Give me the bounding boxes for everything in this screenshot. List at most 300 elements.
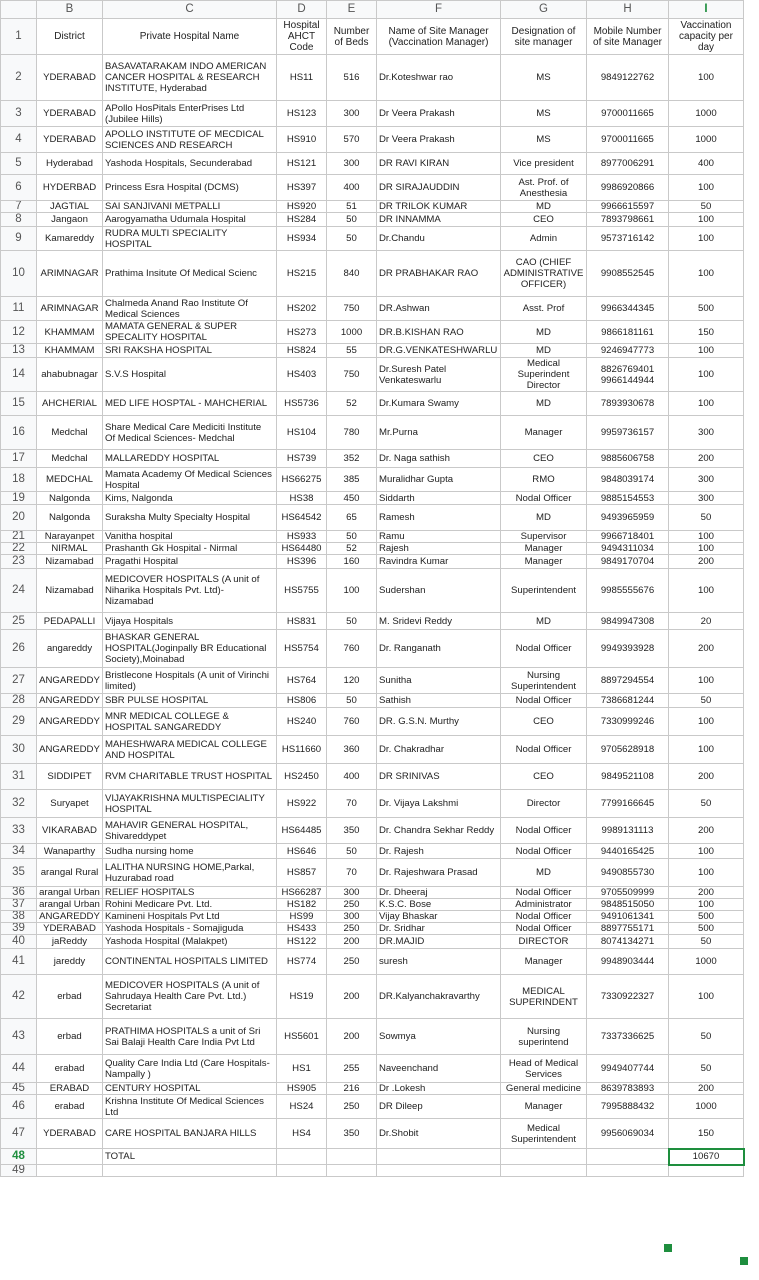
site-manager-cell[interactable]: DR PRABHAKAR RAO	[377, 251, 501, 297]
ahct-code-cell[interactable]: HS284	[277, 213, 327, 227]
district-cell[interactable]: ARIMNAGAR	[37, 251, 103, 297]
capacity-cell[interactable]: 200	[669, 887, 744, 899]
row-number[interactable]: 44	[1, 1055, 37, 1083]
district-cell[interactable]: Wanaparthy	[37, 844, 103, 859]
column-header-d[interactable]: D	[277, 1, 327, 19]
site-manager-cell[interactable]: Sunitha	[377, 668, 501, 694]
total-capacity-cell[interactable]: 10670	[669, 1149, 744, 1165]
site-manager-cell[interactable]: Naveenchand	[377, 1055, 501, 1083]
designation-cell[interactable]: Nodal Officer	[501, 923, 587, 935]
capacity-cell[interactable]: 200	[669, 818, 744, 844]
beds-cell[interactable]: 100	[327, 569, 377, 613]
beds-cell[interactable]: 70	[327, 859, 377, 887]
ahct-code-cell[interactable]: HS433	[277, 923, 327, 935]
capacity-cell[interactable]: 150	[669, 321, 744, 344]
capacity-cell[interactable]: 400	[669, 153, 744, 175]
beds-header[interactable]: Number of Beds	[327, 19, 377, 55]
capacity-cell[interactable]: 100	[669, 55, 744, 101]
district-header[interactable]: District	[37, 19, 103, 55]
ahct-code-cell[interactable]: HS806	[277, 694, 327, 708]
beds-cell[interactable]: 360	[327, 736, 377, 764]
beds-cell[interactable]: 450	[327, 492, 377, 505]
designation-cell[interactable]: Nodal Officer	[501, 630, 587, 668]
ahct-code-cell[interactable]: HS646	[277, 844, 327, 859]
site-manager-cell[interactable]: DR RAVI KIRAN	[377, 153, 501, 175]
column-header-c[interactable]: C	[103, 1, 277, 19]
column-header-f[interactable]: F	[377, 1, 501, 19]
empty-cell[interactable]	[669, 1165, 744, 1177]
site-manager-cell[interactable]: DR.Kalyanchakravarthy	[377, 975, 501, 1019]
row-number[interactable]: 18	[1, 468, 37, 492]
beds-cell[interactable]: 160	[327, 555, 377, 569]
row-number[interactable]: 27	[1, 668, 37, 694]
row-number[interactable]: 26	[1, 630, 37, 668]
hospital-name-cell[interactable]: BHASKAR GENERAL HOSPITAL(Joginpally BR Educational Society),Moinabad	[103, 630, 277, 668]
row-number[interactable]: 24	[1, 569, 37, 613]
district-cell[interactable]: arangal Urban	[37, 887, 103, 899]
capacity-cell[interactable]: 100	[669, 569, 744, 613]
row-number[interactable]: 36	[1, 887, 37, 899]
mobile-cell[interactable]: 7330922327	[587, 975, 669, 1019]
mobile-cell[interactable]: 9956069034	[587, 1119, 669, 1149]
beds-cell[interactable]: 1000	[327, 321, 377, 344]
beds-cell[interactable]: 50	[327, 227, 377, 251]
site-manager-cell[interactable]: Dr.Kumara Swamy	[377, 392, 501, 416]
designation-cell[interactable]: Supervisor	[501, 531, 587, 543]
district-cell[interactable]: ERABAD	[37, 1083, 103, 1095]
capacity-cell[interactable]: 200	[669, 555, 744, 569]
beds-cell[interactable]: 760	[327, 708, 377, 736]
column-header-g[interactable]: G	[501, 1, 587, 19]
capacity-cell[interactable]: 300	[669, 468, 744, 492]
row-number[interactable]: 20	[1, 505, 37, 531]
mobile-cell[interactable]: 9573716142	[587, 227, 669, 251]
ahct-code-cell[interactable]: HS5601	[277, 1019, 327, 1055]
beds-cell[interactable]: 400	[327, 764, 377, 790]
beds-cell[interactable]: 516	[327, 55, 377, 101]
district-cell[interactable]: jareddy	[37, 949, 103, 975]
mobile-cell[interactable]: 7799166645	[587, 790, 669, 818]
ahct-code-cell[interactable]: HS774	[277, 949, 327, 975]
district-cell[interactable]: ANGAREDDY	[37, 694, 103, 708]
ahct-code-cell[interactable]: HS66275	[277, 468, 327, 492]
site-manager-cell[interactable]: Mr.Purna	[377, 416, 501, 450]
beds-cell[interactable]: 200	[327, 1019, 377, 1055]
beds-cell[interactable]: 760	[327, 630, 377, 668]
hospital-name-cell[interactable]: CARE HOSPITAL BANJARA HILLS	[103, 1119, 277, 1149]
mobile-cell[interactable]: 9491061341	[587, 911, 669, 923]
ahct-code-cell[interactable]: HS857	[277, 859, 327, 887]
site-manager-cell[interactable]: M. Sridevi Reddy	[377, 613, 501, 630]
capacity-cell[interactable]: 100	[669, 213, 744, 227]
column-header-e[interactable]: E	[327, 1, 377, 19]
district-cell[interactable]: ANGAREDDY	[37, 708, 103, 736]
hospital-name-cell[interactable]: RUDRA MULTI SPECIALITY HOSPITAL	[103, 227, 277, 251]
empty-cell[interactable]	[327, 1149, 377, 1165]
site-manager-cell[interactable]: Dr. Rajesh	[377, 844, 501, 859]
mobile-header[interactable]: Mobile Number of site Manager	[587, 19, 669, 55]
district-cell[interactable]: jaReddy	[37, 935, 103, 949]
site-manager-cell[interactable]: K.S.C. Bose	[377, 899, 501, 911]
beds-cell[interactable]: 52	[327, 392, 377, 416]
ahct-code-cell[interactable]: HS19	[277, 975, 327, 1019]
beds-cell[interactable]: 350	[327, 818, 377, 844]
designation-cell[interactable]: Manager	[501, 416, 587, 450]
site-manager-cell[interactable]: Sathish	[377, 694, 501, 708]
row-number[interactable]: 3	[1, 101, 37, 127]
row-number[interactable]: 15	[1, 392, 37, 416]
capacity-cell[interactable]: 100	[669, 736, 744, 764]
district-cell[interactable]: ARIMNAGAR	[37, 297, 103, 321]
capacity-cell[interactable]: 100	[669, 392, 744, 416]
capacity-cell[interactable]: 100	[669, 844, 744, 859]
hospital-name-cell[interactable]: Kamineni Hospitals Pvt Ltd	[103, 911, 277, 923]
designation-cell[interactable]: MD	[501, 613, 587, 630]
hospital-name-cell[interactable]: VIJAYAKRISHNA MULTISPECIALITY HOSPITAL	[103, 790, 277, 818]
mobile-cell[interactable]: 9966344345	[587, 297, 669, 321]
district-cell[interactable]: NIRMAL	[37, 543, 103, 555]
site-manager-cell[interactable]: Ramesh	[377, 505, 501, 531]
mobile-cell[interactable]: 9949393928	[587, 630, 669, 668]
capacity-cell[interactable]: 100	[669, 227, 744, 251]
site-manager-cell[interactable]: Dr. Sridhar	[377, 923, 501, 935]
beds-cell[interactable]: 750	[327, 297, 377, 321]
hospital-name-cell[interactable]: Rohini Medicare Pvt. Ltd.	[103, 899, 277, 911]
ahct-code-cell[interactable]: HS202	[277, 297, 327, 321]
mobile-cell[interactable]: 9849947308	[587, 613, 669, 630]
mobile-cell[interactable]: 9490855730	[587, 859, 669, 887]
row-number[interactable]: 21	[1, 531, 37, 543]
designation-cell[interactable]: RMO	[501, 468, 587, 492]
ahct-code-cell[interactable]: HS396	[277, 555, 327, 569]
beds-cell[interactable]: 250	[327, 949, 377, 975]
beds-cell[interactable]: 200	[327, 975, 377, 1019]
ahct-code-cell[interactable]: HS64480	[277, 543, 327, 555]
designation-cell[interactable]: Manager	[501, 555, 587, 569]
beds-cell[interactable]: 300	[327, 101, 377, 127]
mobile-cell[interactable]: 8074134271	[587, 935, 669, 949]
site-manager-cell[interactable]: DR.B.KISHAN RAO	[377, 321, 501, 344]
row-number[interactable]: 43	[1, 1019, 37, 1055]
row-number[interactable]: 30	[1, 736, 37, 764]
beds-cell[interactable]: 216	[327, 1083, 377, 1095]
ahct-code-cell[interactable]: HS11660	[277, 736, 327, 764]
row-number[interactable]: 4	[1, 127, 37, 153]
hospital-name-header[interactable]: Private Hospital Name	[103, 19, 277, 55]
row-number[interactable]: 39	[1, 923, 37, 935]
beds-cell[interactable]: 780	[327, 416, 377, 450]
designation-cell[interactable]: Nodal Officer	[501, 492, 587, 505]
site-manager-cell[interactable]: suresh	[377, 949, 501, 975]
capacity-cell[interactable]: 100	[669, 899, 744, 911]
row-number[interactable]: 17	[1, 450, 37, 468]
empty-cell[interactable]	[501, 1165, 587, 1177]
ahct-code-header[interactable]: Hospital AHCT Code	[277, 19, 327, 55]
beds-cell[interactable]: 300	[327, 911, 377, 923]
column-header-b[interactable]: B	[37, 1, 103, 19]
ahct-code-cell[interactable]: HS123	[277, 101, 327, 127]
district-cell[interactable]: Jangaon	[37, 213, 103, 227]
mobile-cell[interactable]: 7386681244	[587, 694, 669, 708]
row-number[interactable]: 31	[1, 764, 37, 790]
hospital-name-cell[interactable]: APOLLO INSTITUTE OF MECDICAL SCIENCES AND RESEARCH	[103, 127, 277, 153]
capacity-header[interactable]: Vaccination capacity per day	[669, 19, 744, 55]
selection-fill-handle[interactable]	[663, 1243, 673, 1253]
row-number[interactable]: 23	[1, 555, 37, 569]
row-number[interactable]: 32	[1, 790, 37, 818]
district-cell[interactable]: arangal Urban	[37, 899, 103, 911]
beds-cell[interactable]: 200	[327, 935, 377, 949]
capacity-cell[interactable]: 50	[669, 1055, 744, 1083]
district-cell[interactable]: Nizamabad	[37, 569, 103, 613]
district-cell[interactable]: Nizamabad	[37, 555, 103, 569]
capacity-cell[interactable]: 200	[669, 1083, 744, 1095]
designation-cell[interactable]: Manager	[501, 543, 587, 555]
district-cell[interactable]: ANGAREDDY	[37, 736, 103, 764]
designation-cell[interactable]: MD	[501, 201, 587, 213]
ahct-code-cell[interactable]: HS739	[277, 450, 327, 468]
beds-cell[interactable]: 750	[327, 358, 377, 392]
hospital-name-cell[interactable]: Mamata Academy Of Medical Sciences Hospital	[103, 468, 277, 492]
hospital-name-cell[interactable]: MAHESHWARA MEDICAL COLLEGE AND HOSPITAL	[103, 736, 277, 764]
district-cell[interactable]: Nalgonda	[37, 492, 103, 505]
hospital-name-cell[interactable]: MALLAREDDY HOSPITAL	[103, 450, 277, 468]
capacity-cell[interactable]: 50	[669, 1019, 744, 1055]
designation-cell[interactable]: MS	[501, 127, 587, 153]
hospital-name-cell[interactable]: BASAVATARAKAM INDO AMERICAN CANCER HOSPITAL & RESEARCH INSTITUTE, Hyderabad	[103, 55, 277, 101]
site-manager-cell[interactable]: DR SIRAJAUDDIN	[377, 175, 501, 201]
ahct-code-cell[interactable]: HS182	[277, 899, 327, 911]
row-number[interactable]: 1	[1, 19, 37, 55]
district-cell[interactable]: erbad	[37, 1019, 103, 1055]
hospital-name-cell[interactable]: Princess Esra Hospital (DCMS)	[103, 175, 277, 201]
site-manager-cell[interactable]: Dr. Naga sathish	[377, 450, 501, 468]
site-manager-header[interactable]: Name of Site Manager (Vaccination Manager)	[377, 19, 501, 55]
mobile-cell[interactable]: 7330999246	[587, 708, 669, 736]
empty-cell[interactable]	[37, 1165, 103, 1177]
mobile-cell[interactable]: 8826769401 9966144944	[587, 358, 669, 392]
hospital-name-cell[interactable]: Yashoda Hospital (Malakpet)	[103, 935, 277, 949]
district-cell[interactable]: YDERABAD	[37, 1119, 103, 1149]
capacity-cell[interactable]: 200	[669, 450, 744, 468]
designation-cell[interactable]: Nodal Officer	[501, 818, 587, 844]
ahct-code-cell[interactable]: HS5754	[277, 630, 327, 668]
site-manager-cell[interactable]: Muralidhar Gupta	[377, 468, 501, 492]
row-number[interactable]: 46	[1, 1095, 37, 1119]
hospital-name-cell[interactable]: LALITHA NURSING HOME,Parkal, Huzurabad road	[103, 859, 277, 887]
beds-cell[interactable]: 70	[327, 790, 377, 818]
capacity-cell[interactable]: 100	[669, 543, 744, 555]
mobile-cell[interactable]: 9700011665	[587, 101, 669, 127]
designation-cell[interactable]: Nodal Officer	[501, 736, 587, 764]
capacity-cell[interactable]: 500	[669, 911, 744, 923]
row-number[interactable]: 49	[1, 1165, 37, 1177]
designation-cell[interactable]: Manager	[501, 1095, 587, 1119]
district-cell[interactable]: Hyderabad	[37, 153, 103, 175]
capacity-cell[interactable]: 100	[669, 358, 744, 392]
site-manager-cell[interactable]: Ramu	[377, 531, 501, 543]
mobile-cell[interactable]: 7995888432	[587, 1095, 669, 1119]
beds-cell[interactable]: 50	[327, 531, 377, 543]
mobile-cell[interactable]: 9848515050	[587, 899, 669, 911]
designation-cell[interactable]: MD	[501, 505, 587, 531]
capacity-cell[interactable]: 1000	[669, 127, 744, 153]
mobile-cell[interactable]: 9966718401	[587, 531, 669, 543]
site-manager-cell[interactable]: Dr. Vijaya Lakshmi	[377, 790, 501, 818]
capacity-cell[interactable]: 100	[669, 708, 744, 736]
designation-cell[interactable]: CEO	[501, 708, 587, 736]
ahct-code-cell[interactable]: HS922	[277, 790, 327, 818]
ahct-code-cell[interactable]: HS99	[277, 911, 327, 923]
ahct-code-cell[interactable]: HS403	[277, 358, 327, 392]
empty-cell[interactable]	[103, 1165, 277, 1177]
ahct-code-cell[interactable]: HS764	[277, 668, 327, 694]
capacity-cell[interactable]: 100	[669, 175, 744, 201]
row-number[interactable]: 47	[1, 1119, 37, 1149]
hospital-name-cell[interactable]: Kims, Nalgonda	[103, 492, 277, 505]
empty-cell[interactable]	[377, 1165, 501, 1177]
capacity-cell[interactable]: 20	[669, 613, 744, 630]
ahct-code-cell[interactable]: HS2450	[277, 764, 327, 790]
district-cell[interactable]: arangal Rural	[37, 859, 103, 887]
hospital-name-cell[interactable]: Sudha nursing home	[103, 844, 277, 859]
empty-cell[interactable]	[37, 1149, 103, 1165]
ahct-code-cell[interactable]: HS397	[277, 175, 327, 201]
district-cell[interactable]: SIDDIPET	[37, 764, 103, 790]
site-manager-cell[interactable]: Ravindra Kumar	[377, 555, 501, 569]
capacity-cell[interactable]: 200	[669, 630, 744, 668]
ahct-code-cell[interactable]: HS920	[277, 201, 327, 213]
hospital-name-cell[interactable]: RELIEF HOSPITALS	[103, 887, 277, 899]
district-cell[interactable]: Medchal	[37, 450, 103, 468]
designation-cell[interactable]: Ast. Prof. of Anesthesia	[501, 175, 587, 201]
mobile-cell[interactable]: 9700011665	[587, 127, 669, 153]
mobile-cell[interactable]: 9705509999	[587, 887, 669, 899]
designation-cell[interactable]: Nodal Officer	[501, 844, 587, 859]
site-manager-cell[interactable]: Dr Veera Prakash	[377, 101, 501, 127]
row-number[interactable]: 34	[1, 844, 37, 859]
mobile-cell[interactable]: 8977006291	[587, 153, 669, 175]
designation-cell[interactable]: Superintendent	[501, 569, 587, 613]
hospital-name-cell[interactable]: PRATHIMA HOSPITALS a unit of Sri Sai Balaji Health Care India Pvt Ltd	[103, 1019, 277, 1055]
row-number[interactable]: 16	[1, 416, 37, 450]
beds-cell[interactable]: 120	[327, 668, 377, 694]
hospital-name-cell[interactable]: Chalmeda Anand Rao Institute Of Medical Sciences	[103, 297, 277, 321]
hospital-name-cell[interactable]: SBR PULSE HOSPITAL	[103, 694, 277, 708]
designation-cell[interactable]: MD	[501, 321, 587, 344]
beds-cell[interactable]: 570	[327, 127, 377, 153]
site-manager-cell[interactable]: DR Dileep	[377, 1095, 501, 1119]
district-cell[interactable]: ANGAREDDY	[37, 668, 103, 694]
selection-fill-handle-end[interactable]	[739, 1256, 749, 1266]
capacity-cell[interactable]: 1000	[669, 101, 744, 127]
beds-cell[interactable]: 352	[327, 450, 377, 468]
site-manager-cell[interactable]: DR. G.S.N. Murthy	[377, 708, 501, 736]
hospital-name-cell[interactable]: S.V.S Hospital	[103, 358, 277, 392]
mobile-cell[interactable]: 9494311034	[587, 543, 669, 555]
mobile-cell[interactable]: 9705628918	[587, 736, 669, 764]
designation-cell[interactable]: MS	[501, 101, 587, 127]
capacity-cell[interactable]: 50	[669, 790, 744, 818]
row-number[interactable]: 41	[1, 949, 37, 975]
designation-cell[interactable]: Head of Medical Services	[501, 1055, 587, 1083]
hospital-name-cell[interactable]: RVM CHARITABLE TRUST HOSPITAL	[103, 764, 277, 790]
hospital-name-cell[interactable]: Quality Care India Ltd (Care Hospitals- Nampally )	[103, 1055, 277, 1083]
hospital-name-cell[interactable]: Yashoda Hospitals, Secunderabad	[103, 153, 277, 175]
ahct-code-cell[interactable]: HS934	[277, 227, 327, 251]
designation-cell[interactable]: Asst. Prof	[501, 297, 587, 321]
beds-cell[interactable]: 385	[327, 468, 377, 492]
mobile-cell[interactable]: 8897294554	[587, 668, 669, 694]
ahct-code-cell[interactable]: HS11	[277, 55, 327, 101]
mobile-cell[interactable]: 9985555676	[587, 569, 669, 613]
hospital-name-cell[interactable]: Aarogyamatha Udumala Hospital	[103, 213, 277, 227]
ahct-code-cell[interactable]: HS240	[277, 708, 327, 736]
ahct-code-cell[interactable]: HS24	[277, 1095, 327, 1119]
beds-cell[interactable]: 50	[327, 844, 377, 859]
district-cell[interactable]: VIKARABAD	[37, 818, 103, 844]
hospital-name-cell[interactable]: Prashanth Gk Hospital - Nirmal	[103, 543, 277, 555]
total-label-cell[interactable]: TOTAL	[103, 1149, 277, 1165]
district-cell[interactable]: Medchal	[37, 416, 103, 450]
hospital-name-cell[interactable]: Vanitha hospital	[103, 531, 277, 543]
hospital-name-cell[interactable]: MEDICOVER HOSPITALS (A unit of Sahrudaya Health Care Pvt. Ltd.) Secretariat	[103, 975, 277, 1019]
row-number[interactable]: 14	[1, 358, 37, 392]
row-number[interactable]: 35	[1, 859, 37, 887]
mobile-cell[interactable]: 7337336625	[587, 1019, 669, 1055]
row-number[interactable]: 12	[1, 321, 37, 344]
row-number[interactable]: 8	[1, 213, 37, 227]
column-header-i[interactable]: I	[669, 1, 744, 19]
empty-cell[interactable]	[277, 1165, 327, 1177]
hospital-name-cell[interactable]: MEDICOVER HOSPITALS (A unit of Niharika Hospitals Pvt. Ltd)- Nizamabad	[103, 569, 277, 613]
ahct-code-cell[interactable]: HS215	[277, 251, 327, 297]
capacity-cell[interactable]: 1000	[669, 1095, 744, 1119]
site-manager-cell[interactable]: DR.G.VENKATESHWARLU	[377, 344, 501, 358]
hospital-name-cell[interactable]: Suraksha Multy Specialty Hospital	[103, 505, 277, 531]
designation-cell[interactable]: Nursing superintend	[501, 1019, 587, 1055]
designation-cell[interactable]: Medical Superindent Director	[501, 358, 587, 392]
mobile-cell[interactable]: 9989131113	[587, 818, 669, 844]
designation-cell[interactable]: General medicine	[501, 1083, 587, 1095]
capacity-cell[interactable]: 100	[669, 531, 744, 543]
beds-cell[interactable]: 52	[327, 543, 377, 555]
row-number[interactable]: 19	[1, 492, 37, 505]
district-cell[interactable]: YDERABAD	[37, 55, 103, 101]
district-cell[interactable]: ANGAREDDY	[37, 911, 103, 923]
empty-cell[interactable]	[327, 1165, 377, 1177]
ahct-code-cell[interactable]: HS64485	[277, 818, 327, 844]
beds-cell[interactable]: 65	[327, 505, 377, 531]
beds-cell[interactable]: 255	[327, 1055, 377, 1083]
site-manager-cell[interactable]: Dr.Suresh Patel Venkateswarlu	[377, 358, 501, 392]
site-manager-cell[interactable]: Dr .Lokesh	[377, 1083, 501, 1095]
site-manager-cell[interactable]: Vijay Bhaskar	[377, 911, 501, 923]
beds-cell[interactable]: 50	[327, 613, 377, 630]
designation-cell[interactable]: CEO	[501, 450, 587, 468]
site-manager-cell[interactable]: DR.Ashwan	[377, 297, 501, 321]
hospital-name-cell[interactable]: APollo HosPitals EnterPrises Ltd (Jubilee Hills)	[103, 101, 277, 127]
district-cell[interactable]: AHCHERIAL	[37, 392, 103, 416]
site-manager-cell[interactable]: Dr. Dheeraj	[377, 887, 501, 899]
site-manager-cell[interactable]: Dr. Chandra Sekhar Reddy	[377, 818, 501, 844]
designation-cell[interactable]: Nodal Officer	[501, 887, 587, 899]
row-number[interactable]: 25	[1, 613, 37, 630]
ahct-code-cell[interactable]: HS38	[277, 492, 327, 505]
designation-cell[interactable]: Manager	[501, 949, 587, 975]
hospital-name-cell[interactable]: CENTURY HOSPITAL	[103, 1083, 277, 1095]
mobile-cell[interactable]: 8897755171	[587, 923, 669, 935]
